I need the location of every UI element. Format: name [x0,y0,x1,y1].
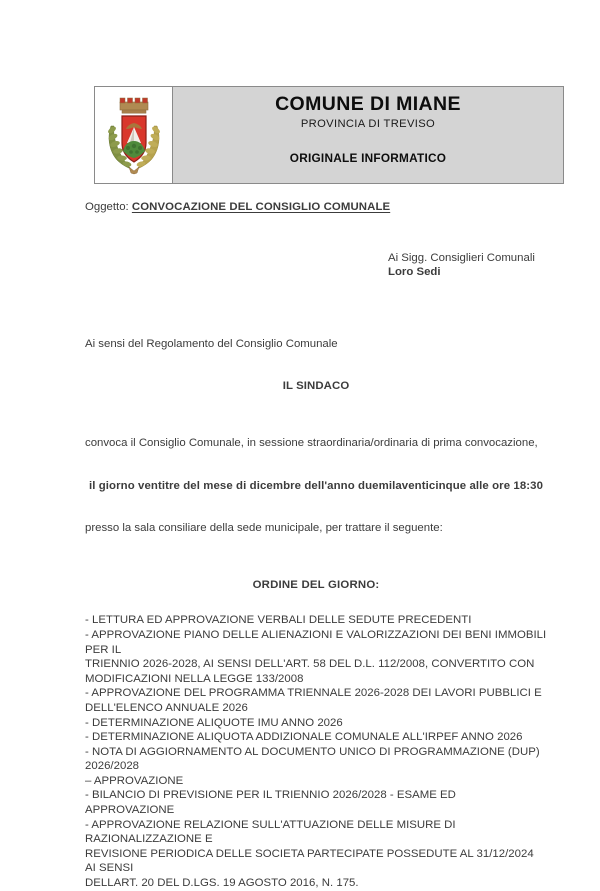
list-item-continuation [85,774,547,789]
agenda-item-text: - NOTA DI AGGIORNAMENTO AL DOCUMENTO UNICO DI PROGRAMMAZIONE (DUP) 2026/2028 [85,745,540,773]
agenda-item-text: - APPROVAZIONE DEL PROGRAMMA TRIENNALE 2026-2028 DEI LAVORI PUBBLICI E [85,687,542,700]
agenda-item-text: DELLART. 20 DEL D.LGS. 19 AGOSTO 2016, N. 175. [85,877,359,890]
addressee-line-1: Ai Sigg. Consiglieri Comunali [388,251,535,264]
list-item [85,818,547,847]
agenda-item-text: - DETERMINAZIONE ALIQUOTA ADDIZIONALE COMUNALE ALL'IRPEF ANNO 2026 [85,731,523,744]
agenda-item-text: - DETERMINAZIONE ALIQUOTE IMU ANNO 2026 [85,716,343,729]
letter-body [85,200,547,891]
signer-title: IL SINDACO [282,380,350,393]
agenda-item-text: MODIFICAZIONI NELLA LEGGE 133/2008 [85,672,304,685]
list-item [85,716,547,731]
subject-value: CONVOCAZIONE DEL CONSIGLIO COMUNALE [131,201,391,213]
list-item-continuation [85,672,547,687]
spacer [85,394,547,422]
province-subtitle: PROVINCIA DI TREVISO [300,117,436,130]
spacer [85,592,547,613]
spacer [85,351,547,379]
agenda-heading: ORDINE DEL GIORNO: [252,578,380,591]
subject-label: Oggetto: [85,201,129,213]
addressee-line-2: Loro Sedi [388,266,441,279]
letterhead-table [94,86,564,184]
letterhead-logo-cell [95,87,173,183]
spacer [85,215,547,251]
agenda-item-text: – APPROVAZIONE [85,774,184,787]
list-item-continuation [85,657,547,672]
addressee-block [388,251,547,280]
list-item [85,686,547,701]
agenda-list [85,613,547,890]
list-item [85,788,547,817]
spacer [85,422,547,436]
list-item [85,613,547,628]
spacer [85,451,547,479]
letterhead-text-cell [173,87,563,183]
spacer [85,564,547,578]
list-item-continuation [85,876,547,891]
convocation-line: convoca il Consiglio Comunale, in sessione straordinaria/ordinaria di prima convocazione, [85,436,538,449]
agenda-item-text: DELL'ELENCO ANNUALE 2026 [85,701,248,714]
municipality-title: COMUNE DI MIANE [275,93,461,115]
agenda-item-text: - BILANCIO DI PREVISIONE PER IL TRIENNIO 2026/2028 - ESAME ED APPROVAZIONE [85,789,456,817]
subject-line [85,200,547,215]
list-item-continuation [85,847,547,876]
list-item [85,745,547,774]
spacer [85,536,547,564]
list-item [85,730,547,745]
agenda-item-text: TRIENNIO 2026-2028, AI SENSI DELL'ART. 58 DEL D.L. 112/2008, CONVERTITO CON [85,658,535,671]
list-item [85,628,547,657]
municipal-coat-of-arms-icon [103,93,165,177]
agenda-item-text: - APPROVAZIONE PIANO DELLE ALIENAZIONI E VALORIZZAZIONI DEI BENI IMMOBILI PER IL [85,628,547,656]
document-kind-label: ORIGINALE INFORMATICO [289,151,447,166]
spacer [85,280,547,316]
regulation-reference-line: Ai sensi del Regolamento del Consiglio Comunale [85,337,338,350]
agenda-item-text: REVISIONE PERIODICA DELLE SOCIETA PARTECIPATE POSSEDUTE AL 31/12/2024 AI SENSI [85,847,534,875]
venue-line: presso la sala consiliare della sede municipale, per trattare il seguente: [85,522,443,535]
spacer [85,493,547,521]
agenda-item-text: - LETTURA ED APPROVAZIONE VERBALI DELLE SEDUTE PRECEDENTI [85,614,472,627]
meeting-datetime-line: il giorno ventitre del mese di dicembre dell'anno duemilaventicinque alle ore 18:30 [88,479,544,492]
spacer [85,316,547,337]
list-item-continuation [85,701,547,716]
agenda-item-text: - APPROVAZIONE RELAZIONE SULL'ATTUAZIONE DELLE MISURE DI RAZIONALIZZAZIONE E [85,818,456,846]
